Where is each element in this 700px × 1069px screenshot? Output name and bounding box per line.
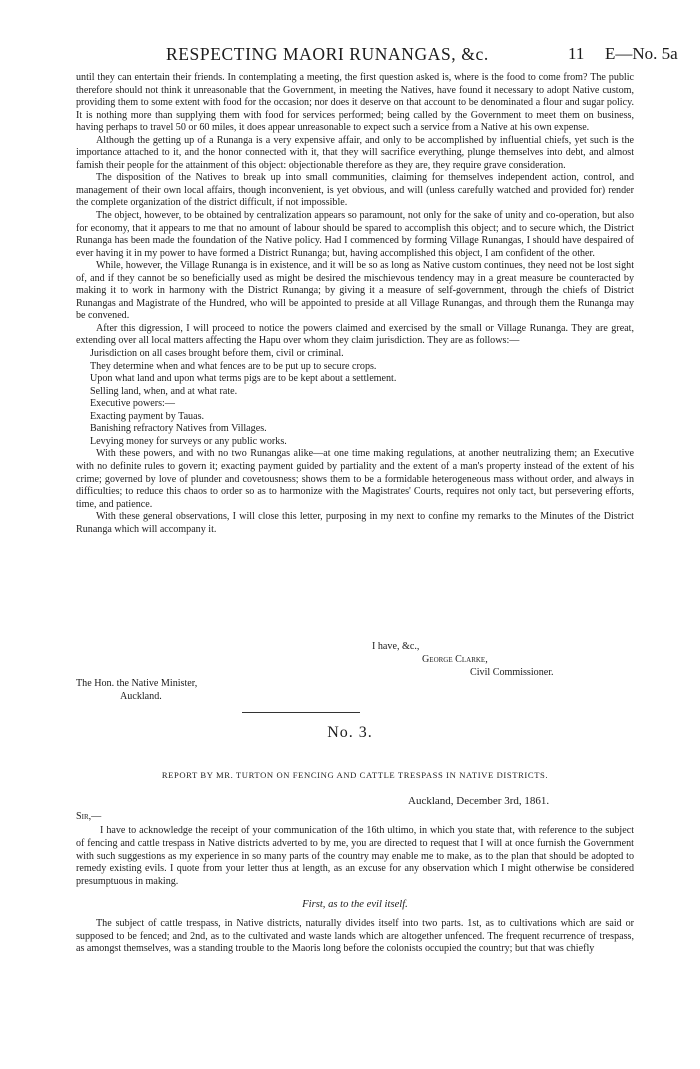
running-title: RESPECTING MAORI RUNANGAS, &c. xyxy=(166,44,489,64)
paragraph: With these general observations, I will close this letter, purposing in my next to confine my remarks to the Minutes of the District Runanga which will accompany it. xyxy=(76,511,634,535)
section-divider xyxy=(242,712,360,713)
list-item: Levying money for surveys or any public works. xyxy=(90,435,287,447)
paragraph: Although the getting up of a Runanga is a very expensive affair, and only to be accomplished by influential chiefs, yet such is the importance attached to it, and the honor connected with it, that they will sacrifice everything, plunge themselves into debt, and almost famish their people for the attainment of this object: objectionable therefore as they are, they require grave consideration. xyxy=(76,134,634,171)
running-header xyxy=(0,44,700,66)
list-item: Selling land, when, and at what rate. xyxy=(90,385,238,397)
subheading: First, as to the evil itself. xyxy=(302,898,408,910)
list-item: They determine when and what fences are to be put up to secure crops. xyxy=(90,360,377,372)
powers-list xyxy=(76,348,634,448)
page-number: 11 xyxy=(568,44,585,63)
salutation: Sir,— xyxy=(76,811,102,822)
paragraph: After this digression, I will proceed to notice the powers claimed and exercised by the small or Village Runanga. They are great, extending over all local matters affecting the Hapu over whom they claim jurisdiction. They are as follows:— xyxy=(76,322,634,347)
list-item: Banishing refractory Natives from Villages. xyxy=(90,423,267,435)
report-body xyxy=(76,825,634,956)
document-reference: E—No. 5a xyxy=(605,44,678,63)
report-title: REPORT BY MR. TURTON ON FENCING AND CATTLE TRESPASS IN NATIVE DISTRICTS. xyxy=(161,770,549,780)
dateline: Auckland, December 3rd, 1861. xyxy=(408,795,550,807)
signature-title: Civil Commissioner. xyxy=(470,667,554,678)
addressee xyxy=(76,678,197,703)
paragraph: With these powers, and with no two Runangas alike—at one time making regulations, at another neutralizing them; an Executive with no definite rules to govern it; exacting payment guided by partiality and the extent of a man's property instead of the extent of his crime; governed by love of plunder and covetousness; shows them to be a formidable heterogeneous mass without order, and always in difficulties; to reduce this chaos to order so as to harmonize with the Magistrates' Courts, requires not only tact, but persevering efforts, time, and patience. xyxy=(76,448,634,510)
list-item: Upon what land and upon what terms pigs are to be kept about a settlement. xyxy=(90,373,397,385)
paragraph: The object, however, to be obtained by centralization appears so paramount, not only for the sake of unity and co-operation, but also for economy, that it appears to me that no amount of labour should be spared to accomplish this object; and to secure which, the District Runanga has been made the foundation of the Native policy. Had I commenced by forming Village Runangas, I should have despaired of ever having it in my power to have formed a District Runanga; but, having accomplished this object, I am confident of the other. xyxy=(76,210,634,259)
signature: George Clarke, xyxy=(422,654,488,665)
section-number: No. 3. xyxy=(327,724,373,741)
paragraph: The disposition of the Natives to break up into small communities, claiming for themselves independent action, control, and management of their own local affairs, though inconvenient, is yet obvious, and will (unless carefully watched and provided for) render the complete organization of the district difficult, if not impossible. xyxy=(76,172,634,209)
paragraph: While, however, the Village Runanga is in existence, and it will be so as long as Native custom continues, they need not be lost sight of, and if they cannot be so beneficially used as might be desired the mischievous tendency may in a great measure be counteracted by making it to work in harmony with the District Runanga; by giving it a measure of self-government, through the chiefs of District Runangas and Magistrate of the Hundred, who will be appointed to preside at all Village Runangas, and through them the Runanga may be convened. xyxy=(76,260,634,322)
list-item: Jurisdiction on all cases brought before them, civil or criminal. xyxy=(90,348,344,360)
addressee-line: Auckland. xyxy=(120,690,162,702)
paragraph: until they can entertain their friends. In contemplating a meeting, the first question asked is, where is the food to come from? The public therefore should not think it unreasonable that the Government, in meeting the Natives, have found it necessary to adopt Native custom, providing them to some extent with food for the occasion; nor does it deserve on that account to be denominated a flour and sugar policy. It is nothing more than supplying them with food for services performed; being called by the Government to meet them on business, having perhaps to travel 50 or 60 miles, it does appear unreasonable to expect such a service from a Native at his own expense. xyxy=(76,72,634,134)
list-item: Exacting payment by Tauas. xyxy=(90,410,205,422)
addressee-line: The Hon. the Native Minister, xyxy=(76,678,198,689)
paragraph: The subject of cattle trespass, in Native districts, naturally divides itself into two parts. 1st, as to cultivations which are said or supposed to be fenced; and 2nd, as to the cultivated and waste lands which are altogether unfenced. The frequent recurrence of trespass, as amongst themselves, was a standing trouble to the Maoris long before the colonists occupied the country; but that was chiefly xyxy=(76,917,634,955)
valediction: I have, &c., xyxy=(372,641,420,652)
paragraph: I have to acknowledge the receipt of your communication of the 16th ultimo, in which you state that, with reference to the subject of fencing and cattle trespass in Native districts adverted to by me, you are directed to request that I will at once furnish the Government with such suggestions as my experience in so many parts of the country may enable me to make, as to the plan that should be adopted to remedy existing evils. I quote from your letter thus at length, as an excuse for any observation which I might otherwise be considered presumptuous in making. xyxy=(76,825,634,888)
list-item: Executive powers:— xyxy=(90,398,175,410)
letter-body xyxy=(76,72,634,536)
